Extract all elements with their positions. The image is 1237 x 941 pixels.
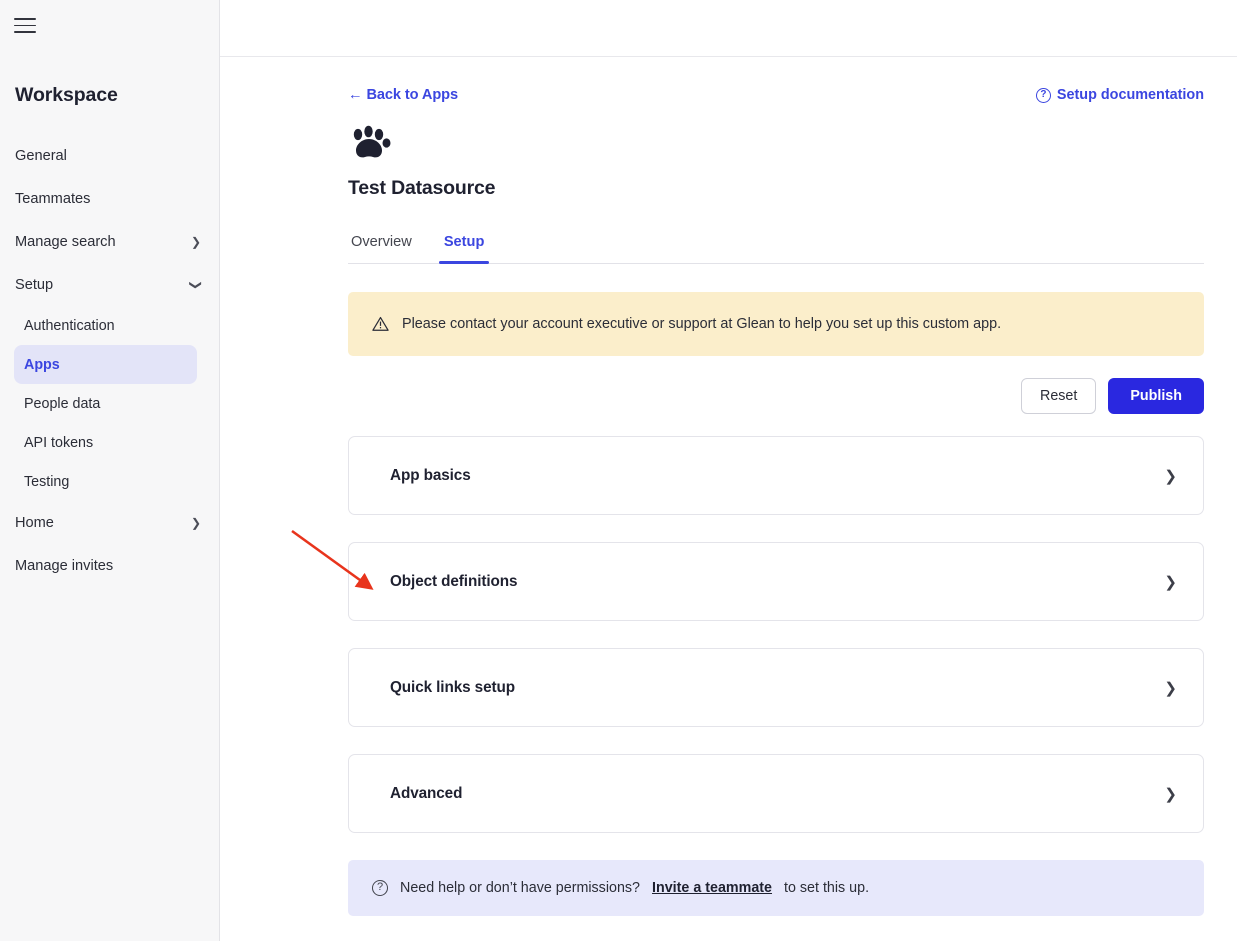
warning-banner-text: Please contact your account executive or support at Glean to help you set up this custom app. xyxy=(402,316,1002,332)
app-title: Test Datasource xyxy=(348,177,496,199)
chevron-right-icon: ❯ xyxy=(190,515,201,530)
sidebar-item-label: Apps xyxy=(24,356,60,373)
sidebar-item-manage-invites[interactable] xyxy=(0,544,219,587)
card-label: Advanced xyxy=(390,784,463,802)
reset-button[interactable]: Reset xyxy=(1021,378,1096,414)
sidebar-item-label: Testing xyxy=(24,473,70,490)
sidebar-item-general[interactable] xyxy=(0,134,219,177)
sidebar xyxy=(0,0,220,941)
help-banner xyxy=(348,860,1204,916)
chevron-right-icon: ❯ xyxy=(1164,785,1177,803)
sidebar-item-setup[interactable] xyxy=(0,263,219,306)
main-content xyxy=(220,0,1237,941)
sidebar-item-label: Authentication xyxy=(24,317,115,334)
card-app-basics[interactable] xyxy=(348,436,1204,515)
warning-triangle-icon xyxy=(372,316,389,332)
sidebar-item-api-tokens[interactable] xyxy=(0,423,219,462)
sidebar-item-label: Home xyxy=(15,514,54,531)
sidebar-item-testing[interactable] xyxy=(0,462,219,501)
sidebar-item-label: Setup xyxy=(15,276,54,293)
sidebar-item-manage-search[interactable] xyxy=(0,220,219,263)
tab-setup[interactable]: Setup xyxy=(441,228,488,263)
sidebar-nav xyxy=(0,134,219,587)
sidebar-item-label: People data xyxy=(24,395,101,412)
sidebar-item-label: General xyxy=(15,147,67,164)
chevron-down-icon: ❯ xyxy=(188,279,203,290)
card-label: Quick links setup xyxy=(390,678,515,696)
invite-teammate-link[interactable]: Invite a teammate xyxy=(652,880,773,896)
tab-bar xyxy=(348,228,1204,264)
setup-documentation-link[interactable] xyxy=(1036,87,1204,103)
chevron-right-icon: ❯ xyxy=(1164,679,1177,697)
tab-overview[interactable]: Overview xyxy=(351,234,412,250)
sidebar-item-teammates[interactable] xyxy=(0,177,219,220)
setup-documentation-label: Setup documentation xyxy=(1056,87,1204,103)
paw-print-icon xyxy=(348,125,392,165)
sidebar-item-label: Teammates xyxy=(15,190,91,207)
action-toolbar xyxy=(348,378,1204,414)
sidebar-item-label: API tokens xyxy=(24,434,94,451)
sidebar-item-label: Manage search xyxy=(15,233,116,250)
card-label: App basics xyxy=(390,466,471,484)
app-header xyxy=(220,103,1237,200)
hamburger-icon[interactable] xyxy=(14,18,36,36)
question-circle-icon: ? xyxy=(372,880,388,896)
chevron-right-icon: ❯ xyxy=(1164,573,1177,591)
card-object-definitions[interactable] xyxy=(348,542,1204,621)
chevron-right-icon: ❯ xyxy=(190,234,201,249)
question-circle-icon: ? xyxy=(1036,88,1051,103)
chevron-right-icon: ❯ xyxy=(1164,467,1177,485)
sidebar-item-label: Manage invites xyxy=(15,557,114,574)
card-advanced[interactable] xyxy=(348,754,1204,833)
publish-button[interactable]: Publish xyxy=(1108,378,1204,414)
help-text-before: Need help or don’t have permissions? xyxy=(400,880,641,896)
sidebar-item-home[interactable] xyxy=(0,501,219,544)
breadcrumb-row xyxy=(220,57,1237,103)
help-text-after: to set this up. xyxy=(784,880,870,896)
card-quick-links-setup[interactable] xyxy=(348,648,1204,727)
page-title: Workspace xyxy=(15,84,118,106)
settings-card-list xyxy=(348,436,1204,833)
sidebar-item-apps[interactable] xyxy=(14,345,197,384)
sidebar-item-people-data[interactable] xyxy=(0,384,219,423)
top-bar xyxy=(220,0,1237,57)
warning-banner xyxy=(348,292,1204,356)
card-label: Object definitions xyxy=(390,572,518,590)
sidebar-item-authentication[interactable] xyxy=(0,306,219,345)
back-to-apps-link[interactable]: ← Back to Apps xyxy=(348,87,458,103)
